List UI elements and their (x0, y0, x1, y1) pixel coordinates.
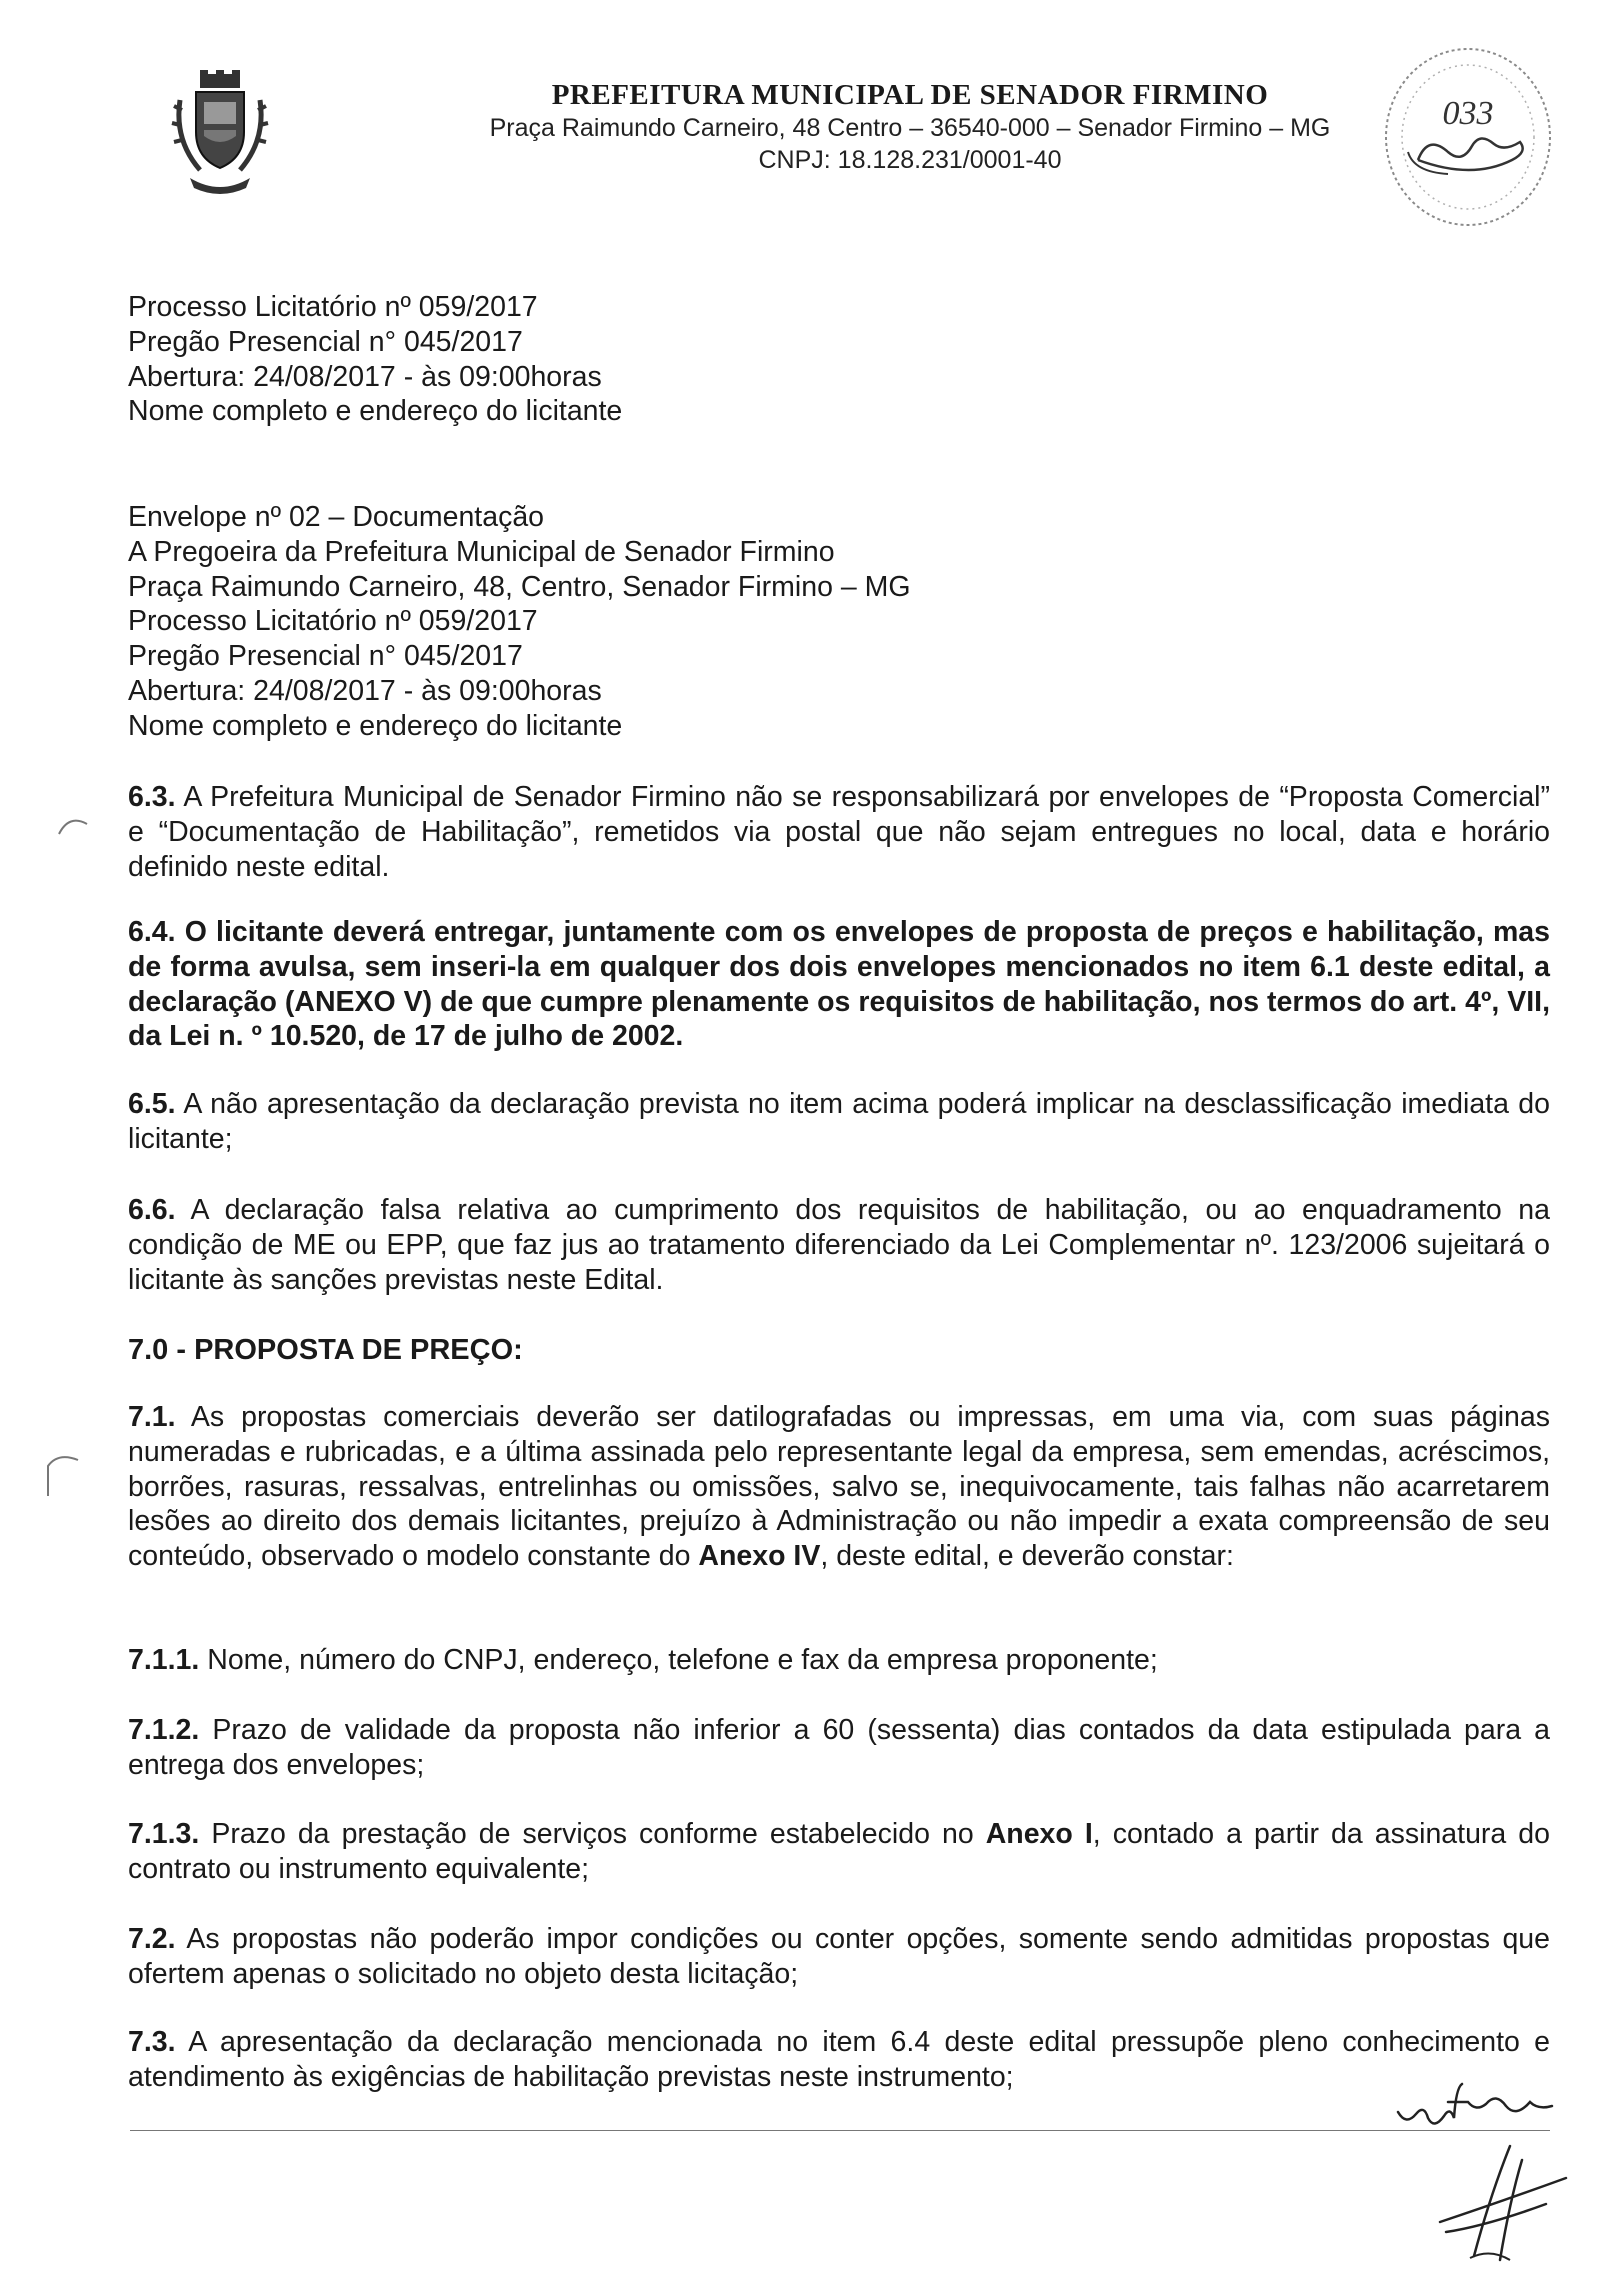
clause-number: 6.6. (128, 1194, 176, 1226)
clause-7-2 (128, 1922, 1550, 1992)
clause-number: 6.4. (128, 916, 176, 948)
recipient-address: Praça Raimundo Carneiro, 48, Centro, Senador Firmino – MG (128, 570, 911, 603)
municipal-coat-of-arms (170, 70, 270, 200)
clause-6-3 (128, 780, 1550, 884)
clause-7-1-3 (128, 1817, 1550, 1887)
clause-6-6 (128, 1193, 1550, 1297)
clause-6-4 (128, 915, 1550, 1054)
stamp-page-number: 033 (1442, 95, 1494, 132)
auction-number: Pregão Presencial n° 045/2017 (128, 640, 523, 673)
recipient-line: A Pregoeira da Prefeitura Municipal de Senador Firmino (128, 535, 835, 568)
clause-text: As propostas não poderão impor condições ou conter opções, somente sendo admitidas propostas que ofertem apenas o solicitado no objeto desta licitação; (128, 1923, 1550, 1990)
clause-number: 7.3. (128, 2026, 176, 2058)
section-heading-7: 7.0 - PROPOSTA DE PREÇO: (128, 1334, 523, 1366)
clause-number: 6.3. (128, 781, 176, 813)
initials-signature (1390, 2072, 1570, 2142)
clause-text: A declaração falsa relativa ao cumprimento dos requisitos de habilitação, ou ao enquadramento na condição de ME ou EPP, que faz jus ao tratamento diferenciado da Lei Complementar nº. 123/2006 sujeitará o licitante às sanções previstas neste Edital. (128, 1194, 1550, 1296)
municipality-cnpj: CNPJ: 18.128.231/0001-40 (758, 146, 1062, 174)
opening-date: Abertura: 24/08/2017 - às 09:00horas (128, 360, 602, 393)
envelope-title: Envelope nº 02 – Documentação (128, 501, 545, 533)
letterhead (430, 78, 1390, 176)
clause-7-1-2 (128, 1713, 1550, 1783)
clause-6-5 (128, 1087, 1550, 1157)
auction-number: Pregão Presencial n° 045/2017 (128, 325, 523, 358)
clause-number: 7.2. (128, 1923, 176, 1955)
clause-number: 6.5. (128, 1088, 176, 1120)
clause-7-1 (128, 1400, 1550, 1574)
envelope-1-block (128, 290, 1550, 429)
signature (1410, 2140, 1580, 2270)
margin-mark (55, 810, 95, 840)
clause-text: Prazo da prestação de serviços conforme estabelecido no (199, 1818, 986, 1850)
annex-reference: Anexo I (985, 1818, 1093, 1850)
margin-mark (40, 1450, 90, 1500)
opening-date: Abertura: 24/08/2017 - às 09:00horas (128, 674, 602, 707)
clause-7-3 (128, 2025, 1550, 2095)
process-number: Processo Licitatório nº 059/2017 (128, 291, 538, 323)
clause-text: As propostas comerciais deverão ser datilografadas ou impressas, em uma via, com suas páginas numeradas e rubricadas, e a última assinada pelo representante legal da empresa, sem emendas, acréscimos, borrões, rasuras, ressalvas, entrelinhas ou omissões, salvo se, inequivocamente, tais falhas não acarretarem lesões ao direito dos demais licitantes, prejuízo à Administração ou não impedir a exata compreensão de seu conteúdo, observado o modelo constante do (128, 1401, 1550, 1573)
municipality-address: Praça Raimundo Carneiro, 48 Centro – 36540-000 – Senador Firmino – MG (489, 114, 1331, 142)
clause-text: Nome, número do CNPJ, endereço, telefone e fax da empresa proponente; (199, 1644, 1158, 1676)
commission-stamp (1378, 42, 1558, 232)
bidder-name-line: Nome completo e endereço do licitante (128, 395, 623, 428)
envelope-2-block (128, 500, 1550, 744)
clause-text-end: , deste edital, e deverão constar: (820, 1540, 1234, 1573)
municipality-title: PREFEITURA MUNICIPAL DE SENADOR FIRMINO (551, 79, 1269, 111)
clause-7-1-1 (128, 1643, 1550, 1678)
footer-divider (130, 2130, 1550, 2131)
bidder-name-line: Nome completo e endereço do licitante (128, 709, 623, 742)
clause-number: 7.1.3. (128, 1818, 200, 1850)
clause-number: 7.1.2. (128, 1714, 200, 1746)
clause-text: A não apresentação da declaração prevista no item acima poderá implicar na desclassificação imediata do licitante; (128, 1088, 1550, 1155)
clause-text: Prazo de validade da proposta não inferior a 60 (sessenta) dias contados da data estipulada para a entrega dos envelopes; (128, 1714, 1550, 1781)
process-number: Processo Licitatório nº 059/2017 (128, 605, 538, 638)
clause-number: 7.1. (128, 1401, 176, 1433)
clause-text: A apresentação da declaração mencionada no item 6.4 deste edital pressupõe pleno conhecimento e atendimento às exigências de habilitação previstas neste instrumento; (128, 2026, 1550, 2093)
clause-text-end: , contado a partir da assinatura do contrato ou instrumento equivalente; (128, 1818, 1550, 1885)
clause-text: O licitante deverá entregar, juntamente com os envelopes de proposta de preços e habilitação, mas de forma avulsa, sem inseri-la em qualquer dos dois envelopes mencionados no item 6.1 deste edital, a declaração (ANEXO V) de que cumpre plenamente os requisitos de habilitação, nos termos do art. 4º, VII, da Lei n. º 10.520, de 17 de julho de 2002. (128, 916, 1550, 1053)
clause-text: A Prefeitura Municipal de Senador Firmino não se responsabilizará por envelopes de “Proposta Comercial” e “Documentação de Habilitação”, remetidos via postal que não sejam entregues no local, data e horário definido neste edital. (128, 781, 1550, 883)
annex-reference: Anexo IV (698, 1540, 821, 1573)
clause-number: 7.1.1. (128, 1644, 200, 1676)
